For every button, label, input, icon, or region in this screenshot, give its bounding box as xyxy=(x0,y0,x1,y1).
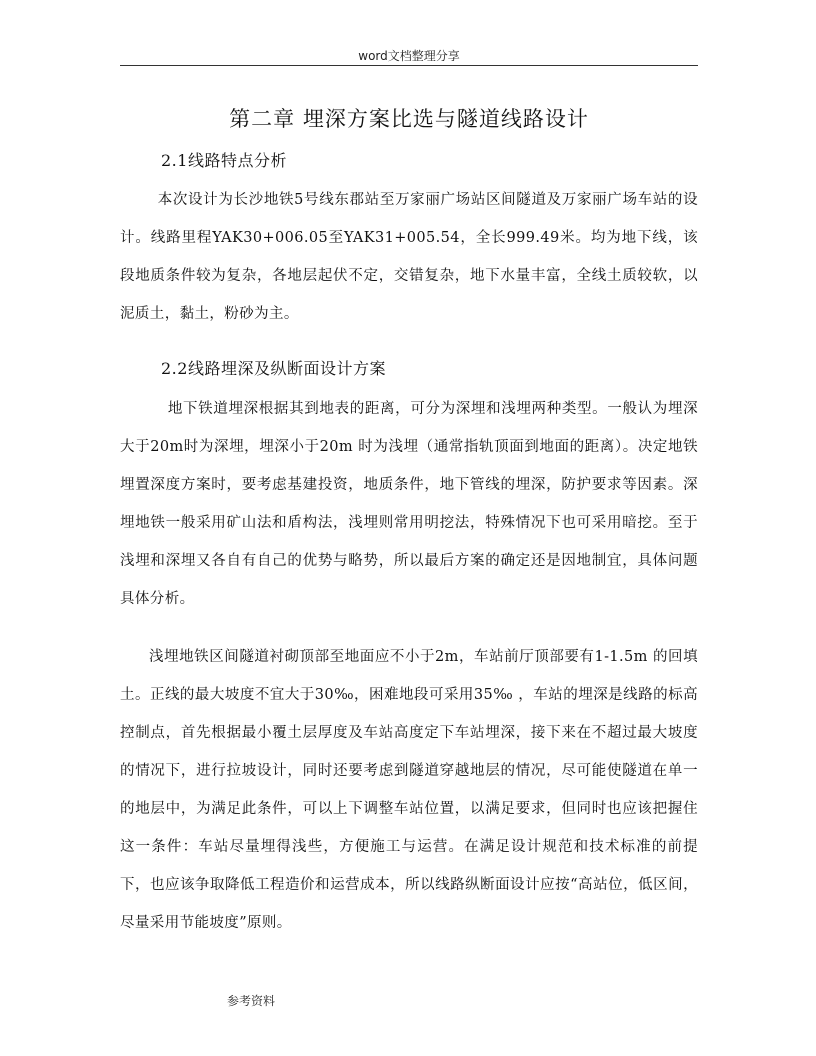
header-divider xyxy=(120,65,698,66)
paragraph-burial-depth: 地下铁道埋深根据其到地表的距离，可分为深埋和浅埋两种类型。一般认为埋深大于20m时为深埋，埋深小于20m 时为浅埋（通常指轨顶面到地面的距离）。决定地铁埋置深度方案时，要考虑基建投资，地质条件，地下管线的埋深，防护要求等因素。深埋地铁一般采用矿山法和盾构法，浅埋则常用明挖法，特殊情况下也可采用暗挖。至于浅埋和深埋又各自有自己的优势与略势，所以最后方案的确定还是因地制宜，具体问题具体分析。 xyxy=(120,401,698,607)
section-heading-2-2: 2.2线路埋深及纵断面设计方案 xyxy=(161,359,386,378)
page-footer: 参考资料 xyxy=(227,994,276,1008)
chapter-title: 第二章 埋深方案比选与隧道线路设计 xyxy=(229,107,589,131)
paragraph-route-characteristics: 本次设计为长沙地铁5号线东郡站至万家丽广场站区间隧道及万家丽广场车站的设计。线路里程YAK30+006.05至YAK31+005.54，全长999.49米。均为地下线，该段地质条件较为复杂，各地层起伏不定，交错复杂，地下水量丰富，全线土质较软，以泥质土，黏土，粉砂为主。 xyxy=(120,192,698,322)
page-header: word文档整理分享 xyxy=(358,49,460,63)
section-heading-2-1: 2.1线路特点分析 xyxy=(161,151,287,170)
paragraph-shallow-buried: 浅埋地铁区间隧道衬砌顶部至地面应不小于2m，车站前厅顶部要有1-1.5m 的回填土。正线的最大坡度不宜大于30‰，困难地段可采用35‰ ，车站的埋深是线路的标高控制点，首先根据最小覆土层厚度及车站高度定下车站埋深，接下来在不超过最大坡度的情况下，进行拉坡设计，同时还要考虑到隧道穿越地层的情况，尽可能使隧道在单一的地层中，为满足此条件，可以上下调整车站位置，以满足要求，但同时也应该把握住这一条件：车站尽量埋得浅些，方便施工与运营。在满足设计规范和技术标准的前提下，也应该争取降低工程造价和运营成本，所以线路纵断面设计应按“高站位，低区间，尽量采用节能坡度”原则。 xyxy=(120,649,698,931)
